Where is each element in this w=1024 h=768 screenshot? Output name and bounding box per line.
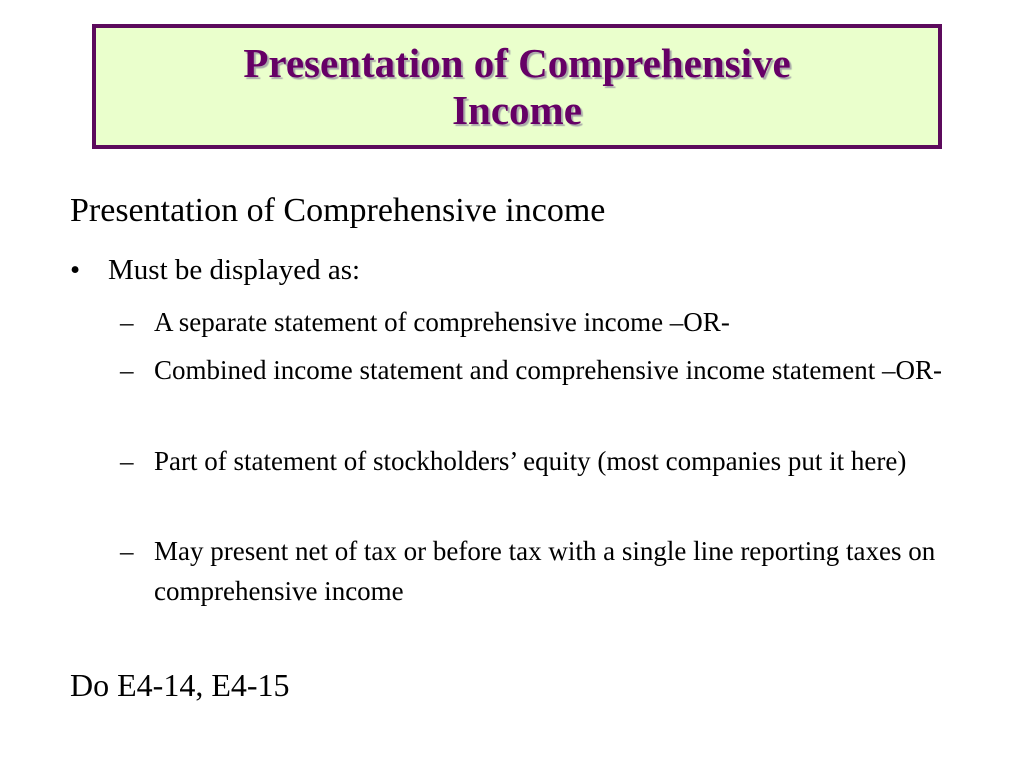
sub-item-text: May present net of tax or before tax with a single line reporting taxes on comprehensive income <box>154 536 936 606</box>
sub-item-text: Combined income statement and comprehensive income statement –OR- <box>154 355 943 385</box>
sub-item <box>120 350 970 390</box>
bullet-text: Must be displayed as: <box>108 254 361 286</box>
bullet-item <box>70 251 360 289</box>
exercise-note: Do E4-14, E4-15 <box>70 667 290 703</box>
dash-marker: – <box>120 307 134 337</box>
section-heading: Presentation of Comprehensive income <box>70 192 606 229</box>
dash-marker: – <box>120 446 134 476</box>
sub-item <box>120 441 970 481</box>
sub-item <box>120 531 970 611</box>
sub-item-text: Part of statement of stockholders’ equity (most companies put it here) <box>154 446 907 476</box>
slide-title-line-2: Income <box>452 86 582 133</box>
sub-item-text: A separate statement of comprehensive income –OR- <box>154 307 730 337</box>
slide-title-line-1: Presentation of Comprehensive <box>243 39 791 86</box>
dash-marker: – <box>120 355 134 385</box>
title-box <box>92 24 942 149</box>
bullet-marker: • <box>70 254 81 286</box>
sub-item <box>120 302 970 342</box>
dash-marker: – <box>120 536 134 566</box>
